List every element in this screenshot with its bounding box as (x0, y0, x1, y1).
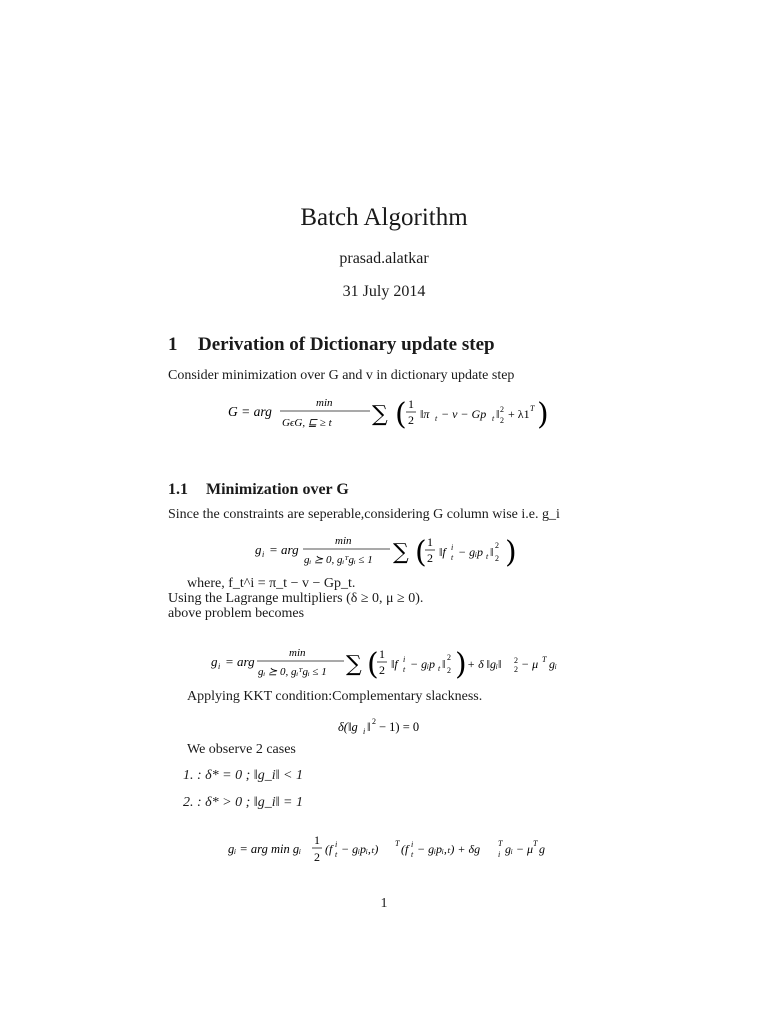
svg-text:‖f: ‖f (439, 545, 446, 559)
svg-text:t: t (492, 414, 495, 423)
section-1-intro: Consider minimization over G and v in dictionary update step (168, 368, 515, 383)
svg-text:2: 2 (495, 554, 499, 563)
svg-text:gᵢ ⪰ 0, gᵢᵀgᵢ ≤ 1: gᵢ ⪰ 0, gᵢᵀgᵢ ≤ 1 (258, 666, 327, 678)
svg-text:1: 1 (379, 647, 385, 661)
svg-text:2: 2 (427, 551, 433, 565)
svg-text:t: t (438, 664, 441, 673)
svg-text:‖: ‖ (490, 545, 494, 559)
svg-text:t: t (403, 665, 406, 674)
svg-text:2: 2 (314, 850, 320, 864)
equation-1 (228, 390, 549, 434)
case-2: 2. : δ* > 0 ; ‖g_i‖ = 1 (183, 795, 303, 810)
svg-text:gᵢ − μ: gᵢ − μ (505, 842, 534, 856)
svg-text:2: 2 (379, 663, 385, 677)
svg-text:∑: ∑ (346, 652, 362, 677)
svg-text:‖: ‖ (442, 657, 446, 671)
svg-text:t: t (451, 553, 454, 562)
svg-text:‖π: ‖π (420, 407, 430, 421)
becomes-text: above problem becomes (168, 606, 305, 621)
svg-text:− v − Gp: − v − Gp (441, 407, 487, 421)
svg-text:2: 2 (514, 665, 518, 674)
svg-text:g: g (539, 842, 545, 856)
svg-text:1: 1 (314, 833, 320, 847)
svg-text:i: i (498, 850, 501, 859)
svg-text:‖: ‖ (367, 720, 371, 734)
svg-text:T: T (395, 839, 400, 848)
svg-text:− gᵢpᵢ,ₜ): − gᵢpᵢ,ₜ) (341, 842, 379, 856)
svg-text:∑: ∑ (393, 540, 409, 565)
svg-text:): ) (537, 397, 549, 432)
equation-5 (228, 828, 548, 868)
svg-text:(f: (f (401, 842, 409, 856)
svg-text:T: T (530, 404, 535, 413)
svg-text:t: t (435, 414, 438, 423)
svg-text:2: 2 (514, 656, 518, 665)
svg-text:∑: ∑ (372, 402, 388, 427)
svg-text:t: t (411, 850, 414, 859)
svg-text:2: 2 (500, 405, 504, 414)
svg-text:i: i (403, 655, 406, 664)
paper-title: Batch Algorithm (300, 204, 468, 231)
svg-text:i: i (218, 662, 221, 671)
equation-4 (338, 714, 433, 738)
svg-text:): ) (505, 535, 517, 570)
subsection-1-1-title: Minimization over G (206, 481, 349, 498)
svg-text:GϵG, ⊑ ≥ t: GϵG, ⊑ ≥ t (282, 417, 332, 429)
svg-text:): ) (455, 647, 467, 682)
observe-text: We observe 2 cases (187, 742, 296, 757)
svg-text:2: 2 (500, 416, 504, 425)
svg-text:− gᵢp: − gᵢp (410, 657, 435, 671)
svg-text:i: i (363, 727, 366, 736)
svg-text:(: ( (415, 535, 427, 570)
svg-text:gᵢ = arg min gᵢ: gᵢ = arg min gᵢ (228, 842, 302, 856)
svg-text:i: i (335, 840, 338, 849)
svg-text:G = arg: G = arg (228, 404, 272, 419)
svg-text:2: 2 (495, 541, 499, 550)
svg-text:(f: (f (325, 842, 333, 856)
svg-text:− gᵢpᵢ,ₜ) + δg: − gᵢpᵢ,ₜ) + δg (417, 842, 481, 856)
page-number: 1 (380, 896, 388, 911)
section-1-title: Derivation of Dictionary update step (198, 334, 495, 355)
svg-text:g: g (211, 654, 218, 669)
svg-text:+ λ1: + λ1 (508, 407, 530, 421)
svg-text:‖f: ‖f (391, 657, 398, 671)
svg-text:T: T (542, 655, 547, 664)
svg-text:(: ( (367, 647, 379, 682)
section-1-number: 1 (168, 334, 178, 355)
case-1: 1. : δ* = 0 ; ‖g_i‖ < 1 (183, 768, 303, 783)
paper-author: prasad.alatkar (339, 250, 429, 267)
subsection-1-1-number: 1.1 (168, 481, 188, 498)
svg-text:min: min (289, 647, 306, 659)
kkt-text: Applying KKT condition:Complementary slackness. (187, 689, 483, 704)
svg-text:min: min (335, 535, 352, 547)
svg-text:g: g (255, 542, 262, 557)
svg-text:δ(‖g: δ(‖g (338, 720, 358, 734)
svg-text:− 1) = 0: − 1) = 0 (379, 720, 420, 734)
svg-text:− μ: − μ (521, 657, 539, 671)
svg-text:gᵢ ⪰ 0, gᵢᵀgᵢ ≤ 1: gᵢ ⪰ 0, gᵢᵀgᵢ ≤ 1 (304, 554, 373, 566)
section-1-heading (168, 334, 495, 356)
equation-2 (255, 530, 520, 572)
svg-text:t: t (335, 850, 338, 859)
where-text: where, f_t^i = π_t − v − Gp_t. (187, 576, 356, 591)
subsection-1-1-heading (168, 481, 349, 499)
svg-text:i: i (262, 550, 265, 559)
svg-text:1: 1 (408, 397, 414, 411)
paper-date: 31 July 2014 (342, 283, 426, 300)
svg-text:− gᵢp: − gᵢp (458, 545, 483, 559)
svg-text:i: i (411, 840, 414, 849)
equation-3 (211, 642, 561, 684)
svg-text:t: t (486, 552, 489, 561)
svg-text:2: 2 (372, 717, 376, 726)
svg-text:T: T (498, 839, 503, 848)
svg-text:= arg: = arg (225, 654, 255, 669)
subsection-intro: Since the constraints are seperable,considering G column wise i.e. g_i (168, 507, 560, 522)
svg-text:2: 2 (447, 666, 451, 675)
svg-text:min: min (316, 397, 333, 409)
svg-text:‖: ‖ (496, 407, 500, 421)
svg-text:(: ( (395, 397, 407, 432)
svg-text:T: T (533, 839, 538, 848)
svg-text:1: 1 (427, 535, 433, 549)
svg-text:2: 2 (447, 653, 451, 662)
svg-text:gᵢ: gᵢ (549, 657, 557, 671)
lagrange-text: Using the Lagrange multipliers (δ ≥ 0, μ ≥ 0). (168, 591, 424, 606)
svg-text:i: i (451, 543, 454, 552)
svg-text:2: 2 (408, 413, 414, 427)
svg-text:= arg: = arg (269, 542, 299, 557)
svg-text:+ δ ‖gᵢ‖: + δ ‖gᵢ‖ (467, 657, 502, 671)
